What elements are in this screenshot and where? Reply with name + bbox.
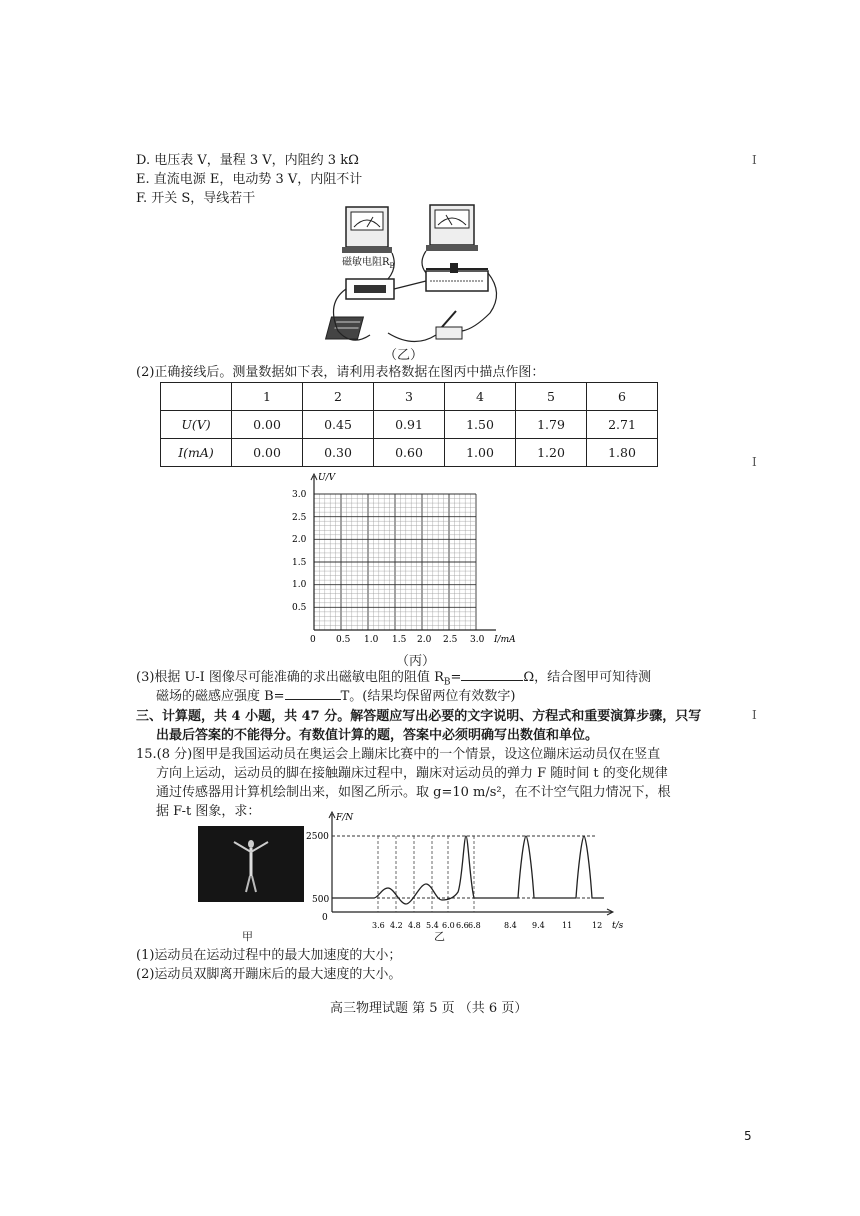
table-header-cell: 1 xyxy=(232,383,303,411)
table-header-cell: 5 xyxy=(516,383,587,411)
x-tick-label: 12 xyxy=(592,921,603,930)
svg-text:磁敏电阻RB xyxy=(342,255,395,270)
y-tick-label: 0 xyxy=(322,913,328,923)
x-tick-label: 2.0 xyxy=(417,635,432,645)
section-3-instructions-1: 三、计算题，共 4 小题，共 47 分。解答题应写出必要的文字说明、方程式和重要演算步骤，只写 xyxy=(136,709,702,724)
y-tick-label: 3.0 xyxy=(292,490,307,500)
q3-text: T。(结果均保留两位有效数字) xyxy=(340,689,516,704)
question-2-text: (2)正确接线后。测量数据如下表，请利用表格数据在图丙中描点作图： xyxy=(136,365,545,380)
x-tick-label: 0 xyxy=(310,635,316,645)
x-tick-label: 1.5 xyxy=(392,635,407,645)
photo-caption: 甲 xyxy=(242,930,253,943)
question-15-line-1: 15.(8 分)图甲是我国运动员在奥运会上蹦床比赛中的一个情景，设这位蹦床运动员仅在竖直 xyxy=(136,747,661,762)
resistor-label-sub: B xyxy=(389,262,395,270)
y-tick-label: 500 xyxy=(312,895,330,905)
x-tick-label: 9.4 xyxy=(532,921,545,930)
option-d: D. 电压表 V，量程 3 V，内阻约 3 kΩ xyxy=(136,153,359,168)
side-mark: I xyxy=(752,708,757,722)
x-tick-label: 3.6 xyxy=(372,921,385,930)
table-header-cell: 2 xyxy=(303,383,374,411)
table-cell: 1.00 xyxy=(445,439,516,467)
answer-blank-field[interactable] xyxy=(285,699,341,700)
table-cell: 0.30 xyxy=(303,439,374,467)
q3-text: = xyxy=(450,670,462,685)
x-axis-label: I/mA xyxy=(494,635,516,645)
ui-grid-graph xyxy=(286,470,526,650)
table-cell: 0.91 xyxy=(374,411,445,439)
page-footer: 高三物理试题 第 5 页 （共 6 页） xyxy=(330,1001,528,1016)
y-axis-label: U/V xyxy=(318,473,336,483)
x-tick-label: 11 xyxy=(562,921,573,930)
x-tick-label: 6.0 xyxy=(442,921,455,930)
figure-bing-caption: （丙） xyxy=(396,654,436,669)
table-header-cell: 3 xyxy=(374,383,445,411)
x-tick-label: 4.2 xyxy=(390,921,403,930)
sub-question-1: (1)运动员在运动过程中的最大加速度的大小； xyxy=(136,948,402,963)
circuit-apparatus-figure xyxy=(318,203,508,363)
section-3-instructions-2: 出最后答案的不能得分。有数值计算的题，答案中必须明确写出数值和单位。 xyxy=(156,728,599,743)
side-mark: I xyxy=(752,455,757,469)
graph-caption: 乙 xyxy=(434,930,445,943)
x-tick-label: 1.0 xyxy=(364,635,379,645)
x-axis-label: t/s xyxy=(612,921,624,931)
y-tick-label: 0.5 xyxy=(292,603,307,613)
table-cell: 1.79 xyxy=(516,411,587,439)
option-f: F. 开关 S，导线若干 xyxy=(136,191,256,206)
q3-text: Ω，结合图甲可知待测 xyxy=(523,670,652,685)
x-tick-label: 0.5 xyxy=(336,635,351,645)
q3-text: 磁场的磁感应强度 B= xyxy=(156,689,285,704)
question-15-line-2: 方向上运动，运动员的脚在接触蹦床过程中，蹦床对运动员的弹力 F 随时间 t 的变化规律 xyxy=(156,766,668,781)
y-axis-label: F/N xyxy=(336,813,354,823)
table-row xyxy=(161,439,658,467)
athlete-figure-icon xyxy=(198,826,304,902)
option-e: E. 直流电源 E，电动势 3 V，内阻不计 xyxy=(136,172,363,187)
page-number: 5 xyxy=(744,1129,752,1143)
x-tick-label: 6.6 xyxy=(456,921,469,930)
force-curve xyxy=(332,836,604,904)
table-cell: 0.00 xyxy=(232,411,303,439)
question-15-line-3: 通过传感器用计算机绘制出来，如图乙所示。取 g=10 m/s²，在不计空气阻力情况下，根 xyxy=(156,785,671,800)
y-tick-label: 2.0 xyxy=(292,535,307,545)
table-cell: 1.80 xyxy=(587,439,658,467)
resistor-label: 磁敏电阻R xyxy=(342,257,390,268)
table-cell: 0.00 xyxy=(232,439,303,467)
table-row-label: U(V) xyxy=(161,411,232,439)
force-time-graph xyxy=(306,808,636,936)
measurement-table xyxy=(160,382,658,467)
y-tick-label: 1.5 xyxy=(292,558,307,568)
q3-text: (3)根据 U-I 图像尽可能准确的求出磁敏电阻的阻值 R xyxy=(136,670,444,685)
table-header-cell: 6 xyxy=(587,383,658,411)
q3-subscript: B xyxy=(443,677,451,688)
table-header-cell: 4 xyxy=(445,383,516,411)
x-tick-label: 3.0 xyxy=(470,635,485,645)
table-row xyxy=(161,411,658,439)
x-tick-label: 8.4 xyxy=(504,921,517,930)
x-tick-label: 2.5 xyxy=(443,635,458,645)
trampoline-photo xyxy=(198,826,304,902)
x-tick-label: 5.4 xyxy=(426,921,439,930)
table-cell: 1.20 xyxy=(516,439,587,467)
figure-yi-caption: （乙） xyxy=(384,348,424,363)
table-cell: 2.71 xyxy=(587,411,658,439)
table-header-row xyxy=(161,383,658,411)
sub-question-2: (2)运动员双脚离开蹦床后的最大速度的大小。 xyxy=(136,967,402,982)
x-tick-label: 6.8 xyxy=(468,921,481,930)
question-15-line-4: 据 F-t 图象，求： xyxy=(156,804,261,819)
y-tick-label: 2500 xyxy=(306,832,329,842)
table-row-label: I(mA) xyxy=(161,439,232,467)
y-tick-label: 1.0 xyxy=(292,580,307,590)
answer-blank-resistance[interactable] xyxy=(461,680,523,681)
x-tick-label: 4.8 xyxy=(408,921,421,930)
table-cell: 0.60 xyxy=(374,439,445,467)
table-cell: 0.45 xyxy=(303,411,374,439)
table-header-cell xyxy=(161,383,232,411)
table-cell: 1.50 xyxy=(445,411,516,439)
y-tick-label: 2.5 xyxy=(292,513,307,523)
side-mark: I xyxy=(752,153,757,167)
question-3-line-2 xyxy=(156,688,515,705)
